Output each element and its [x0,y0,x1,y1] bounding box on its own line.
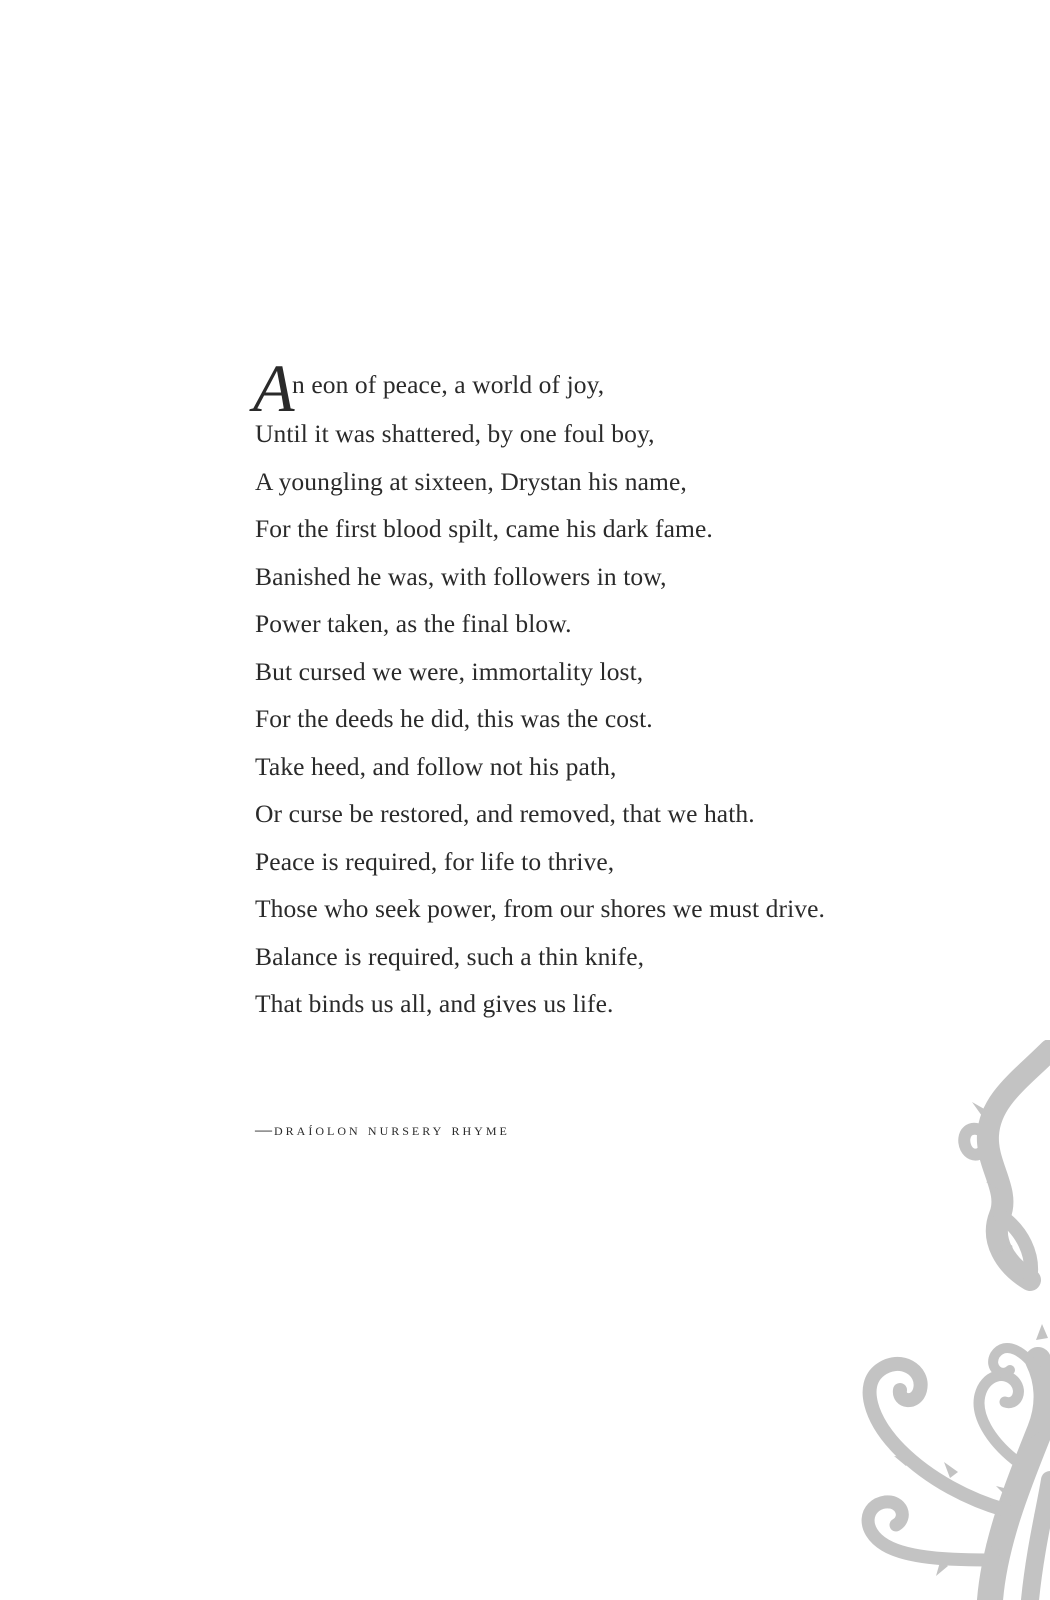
poem-line: Or curse be restored, and removed, that we hath. [255,799,755,828]
thorny-vine-ornament [790,1040,1050,1600]
poem-line: For the deeds he did, this was the cost. [255,704,653,733]
poem [253,350,955,1028]
poem-line: Those who seek power, from our shores we must drive. [255,894,826,923]
poem-line: Banished he was, with followers in tow, [255,561,667,591]
poem-line: That binds us all, and gives us life. [255,989,614,1018]
attribution [255,1120,510,1140]
poem-line: Take heed, and follow not his path, [255,751,617,781]
poem-line: A youngling at sixteen, Drystan his name, [255,466,687,496]
poem-line: But cursed we were, immortality lost, [255,656,644,686]
attribution-dash: — [255,1120,272,1139]
poem-line: Power taken, as the final blow. [255,609,572,638]
first-line-text: n eon of peace, a world of joy, [292,370,605,399]
drop-cap: A [253,350,295,426]
attribution-text: draíolon nursery rhyme [274,1120,510,1139]
poem-line: For the first blood spilt, came his dark fame. [255,514,713,543]
poem-line: Until it was shattered, by one foul boy, [255,419,655,448]
poem-first-line [253,350,955,426]
poem-line: Balance is required, such a thin knife, [255,941,645,971]
poem-line: Peace is required, for life to thrive, [255,846,615,876]
